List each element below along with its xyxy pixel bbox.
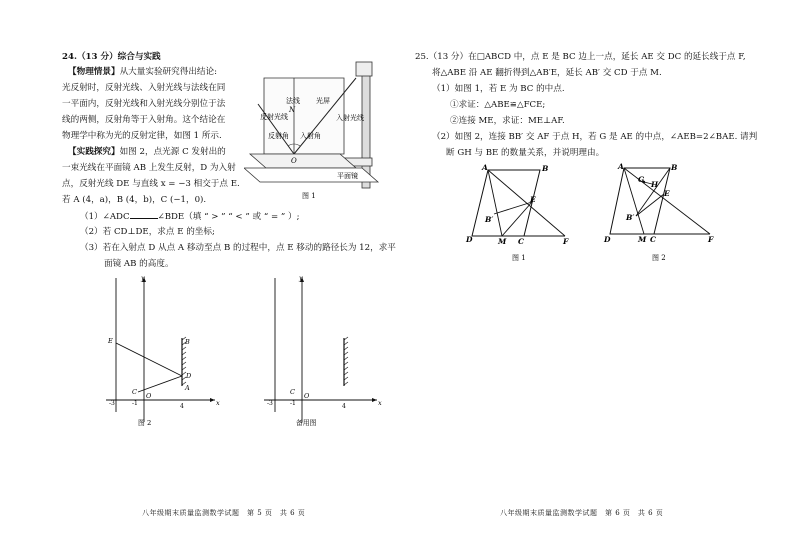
- q24-header: 24.（13 分）综合与实践: [62, 52, 161, 62]
- tick-minus-1: -1: [132, 400, 138, 407]
- laser-head: [356, 62, 372, 76]
- label-a: A: [185, 384, 190, 392]
- label-b-prime: B′: [485, 215, 494, 224]
- label-b: B: [542, 164, 549, 173]
- line-af: [624, 168, 710, 234]
- q24-physics-paragraph: [68, 66, 217, 79]
- label-incident: 入射光线: [336, 114, 364, 122]
- physics-title: 【物理情景】: [68, 67, 120, 77]
- label-f: F: [708, 235, 714, 244]
- tick-minus-3: -3: [267, 400, 273, 407]
- label-x: x: [378, 399, 382, 407]
- sub1-prefix: （1）∠ADC: [80, 212, 130, 222]
- sub1-suffix: ∠BDE（填 “ > ” “ < ” 或 “ = ” ）;: [157, 212, 300, 222]
- label-e: E: [108, 337, 113, 345]
- q24-sub3-line1: （3）若在入射点 D 从点 A 移动至点 B 的过程中，点 E 移动的路径长为 12，求平: [80, 243, 396, 253]
- label-m: M: [638, 235, 647, 244]
- q24-practice-paragraph: [68, 146, 226, 159]
- physics-line-2: 一平面内，反射光线和入射光线分别位于法: [62, 99, 226, 109]
- q25-figure-1-caption: 图 1: [512, 254, 526, 262]
- q25-line7: 断 GH 与 BE 的数量关系，并说明理由。: [446, 148, 605, 158]
- q25-figure-1: [460, 160, 580, 266]
- figure-spare-coordinate: [262, 272, 384, 432]
- figure-1-caption: 图 1: [302, 192, 316, 200]
- label-h: H: [651, 180, 659, 189]
- plane-mirror: [250, 154, 356, 168]
- footer-left: 八年级期末质量监测数学试题 第 5 页 共 6 页: [142, 509, 306, 517]
- q25-figure-2-caption: 图 2: [652, 254, 666, 262]
- figure-1-reflection-apparatus: [244, 58, 384, 208]
- label-c: C: [518, 237, 524, 246]
- physics-line-4: 物理学中称为光的反射定律，如图 1 所示.: [62, 131, 222, 141]
- label-incident-angle: 入射角: [300, 132, 321, 140]
- label-o: O: [304, 392, 310, 400]
- footer-right: 八年级期末质量监测数学试题 第 6 页 共 6 页: [500, 509, 664, 517]
- q25-line6: （2）如图 2，连接 BB′ 交 AF 于点 H，若 G 是 AE 的中点，∠AEB=2∠BAE. 请判: [432, 132, 758, 142]
- tick-4: 4: [342, 403, 346, 410]
- label-c: C: [650, 235, 656, 244]
- q25-line2: 将△ABE 沿 AE 翻折得到△AB′E，延长 AB′ 交 CD 于点 M.: [432, 68, 662, 78]
- mirror-hatch: [344, 337, 348, 385]
- label-e: E: [530, 195, 536, 204]
- label-b: B: [671, 163, 678, 172]
- label-y: y: [141, 274, 145, 282]
- tick-4: 4: [180, 403, 184, 410]
- label-y: y: [299, 274, 303, 282]
- q25-line1: 25.（13 分）在□ABCD 中，点 E 是 BC 边上一点，延长 AE 交 DC 的延长线于点 F,: [415, 52, 746, 62]
- practice-line-3: 若 A (4，a)，B (4，b)，C (−1，0).: [62, 195, 207, 205]
- q25-line5: ②连接 ME，求证：ME⊥AF.: [450, 116, 565, 126]
- label-a: A: [618, 162, 624, 171]
- label-d: D: [466, 235, 473, 244]
- label-screen: 光屏: [316, 97, 330, 105]
- physics-line-1: 光反射时，反射光线、入射光线与法线在同: [62, 83, 226, 93]
- practice-title: 【实践探究】: [68, 147, 120, 157]
- practice-line-0: 如图 2，点光源 C 发射出的: [119, 147, 226, 157]
- q24-sub3-line2: 面镜 AB 的高度。: [104, 259, 174, 269]
- label-reflect-angle: 反射角: [268, 132, 289, 140]
- label-e: E: [664, 189, 670, 198]
- figure-2-coordinate: [100, 272, 222, 432]
- practice-line-2: 点，反射光线 DE 与直线 x = −3 相交于点 E.: [62, 179, 240, 189]
- q24-sub1: [80, 210, 300, 224]
- label-a: A: [482, 163, 488, 172]
- label-c: C: [132, 388, 137, 396]
- label-g: G: [638, 175, 645, 184]
- label-normal: 法线: [286, 97, 300, 105]
- label-o: O: [146, 392, 152, 400]
- q25-figure-2: [598, 160, 718, 266]
- label-reflected: 反射光线: [260, 113, 288, 121]
- q25-line3: （1）如图 1，若 E 为 BC 的中点.: [432, 84, 565, 94]
- ray-cd: [138, 376, 182, 392]
- label-mirror: 平面镜: [337, 172, 358, 180]
- line-bpe: [636, 194, 664, 216]
- tick-minus-1: -1: [290, 400, 296, 407]
- label-c: C: [290, 388, 295, 396]
- label-x: x: [216, 399, 220, 407]
- ray-de: [116, 343, 182, 376]
- label-d: D: [186, 372, 192, 380]
- physics-line-3: 线的两侧，反射角等于入射角。这个结论在: [62, 115, 226, 125]
- practice-line-1: 一束光线在平面镜 AB 上发生反射，D 为入射: [62, 163, 236, 173]
- label-d: D: [604, 235, 611, 244]
- figure-spare-caption: 备用图: [296, 419, 317, 427]
- label-b-prime: B′: [626, 213, 635, 222]
- physics-line-0: 从大量实验研究得出结论:: [119, 67, 218, 77]
- label-normal-n: N: [289, 106, 296, 114]
- answer-blank[interactable]: [130, 210, 158, 219]
- label-o: O: [291, 157, 297, 165]
- figure-2-caption: 图 2: [138, 419, 152, 427]
- q24-sub2: （2）若 CD⊥DE，求点 E 的坐标;: [80, 227, 215, 237]
- tick-minus-3: -3: [109, 400, 115, 407]
- label-m: M: [498, 237, 507, 246]
- q25-line4: ①求证：△ABE≌△FCE;: [450, 100, 546, 110]
- label-f: F: [563, 237, 569, 246]
- label-b: B: [185, 338, 190, 346]
